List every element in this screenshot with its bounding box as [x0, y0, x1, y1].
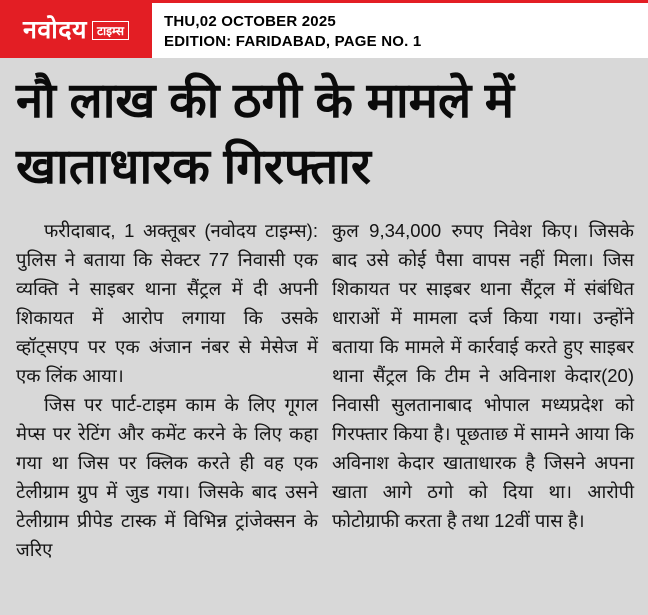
article-body — [16, 216, 634, 564]
masthead-strip — [0, 0, 648, 58]
article-column-right — [332, 216, 634, 564]
paragraph: जिस पर पार्ट-टाइम काम के लिए गूगल मेप्स पर रेटिंग और कमेंट करने के लिए कहा गया था जिस पर क्लिक करते ही वह एक टेलीग्राम ग्रुप में जुड गया। जिसके बाद उसने टेलीग्राम प्रीपेड टास्क में विभिन्न ट्रांजेक्सन के जरिए — [16, 394, 318, 560]
paragraph: फरीदाबाद, 1 अक्तूबर (नवोदय टाइम्स): पुलिस ने बताया कि सेक्टर 77 निवासी एक व्यक्ति ने साइबर थाना सैंट्रल में दी अपनी शिकायत में आरोप लगाया कि उसके व्हॉट्सएप पर एक अंजान नंबर से मेसेज में एक लिंक आया। — [16, 220, 318, 386]
edition-line: EDITION: FARIDABAD, PAGE NO. 1 — [164, 33, 422, 50]
edition-info — [152, 3, 421, 58]
logo-main-text: नवोदय — [22, 16, 87, 44]
article-column-left — [16, 216, 318, 564]
headline-line-1: नौ लाख की ठगी के मामले में — [16, 74, 515, 128]
date-line: THU,02 OCTOBER 2025 — [164, 13, 336, 30]
newspaper-logo — [0, 3, 152, 58]
paragraph: कुल 9,34,000 रुपए निवेश किए। जिसके बाद उसे कोई पैसा वापस नहीं मिला। जिस शिकायत पर साइबर थाना सैंट्रल में संबंधित धाराओं में मामला दर्ज किया गया। उन्होंने बताया कि मामले में कार्रवाई करते हुए साइबर थाना सैंट्रल कि टीम ने अविनाश केदार(20) निवासी सुलतानाबाद भोपाल मध्यप्रदेश को गिरफ्तार किया है। पूछताछ में सामने आया कि अविनाश केदार खाताधारक है जिसने अपना खाता आगे ठगो को दिया था। आरोपी फोटोग्राफी करता है तथा 12वीं पास है। — [332, 220, 634, 531]
logo-sub-text: टाइम्स — [92, 21, 129, 40]
article-headline — [16, 68, 634, 200]
article-clipping — [0, 58, 648, 615]
headline-line-2: खाताधारक गिरफ्तार — [16, 140, 371, 194]
